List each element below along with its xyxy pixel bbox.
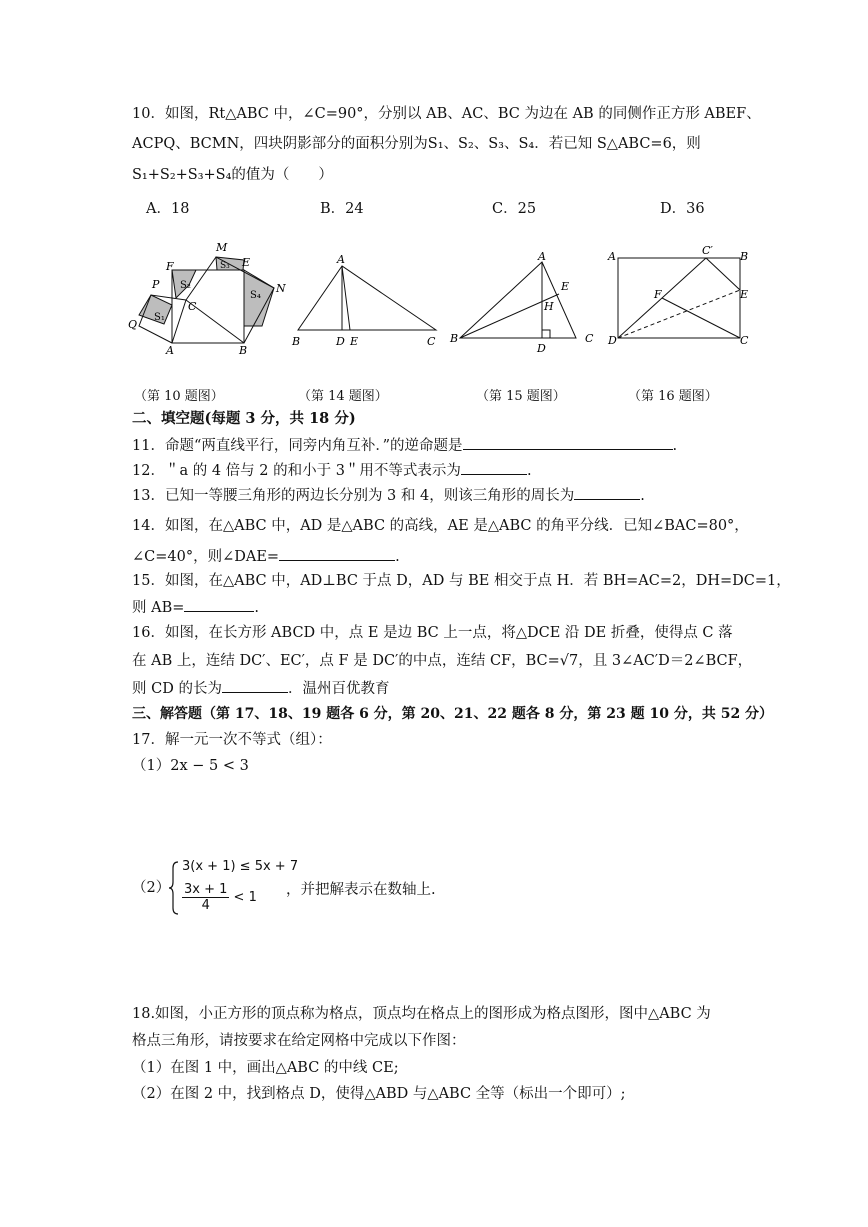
q10-option-c: C．25 [492, 201, 537, 217]
q17-part2-label: （2） [132, 880, 171, 896]
q16-line1: 16．如图，在长方形 ABCD 中，点 E 是边 BC 上一点，将△DCE 沿 DE 折叠，使得点 C 落 [132, 625, 733, 641]
fig16-label: C [740, 334, 749, 347]
figure-14 [290, 250, 440, 350]
fraction-numerator: 3x + 1 [184, 882, 228, 897]
fig16-label: D [608, 334, 617, 347]
q13-blank [574, 485, 640, 500]
figure-15 [448, 248, 603, 356]
fig10-label: F [166, 260, 174, 273]
fig15-label: A [538, 250, 546, 263]
q13: 13．已知一等腰三角形的两边长分别为 3 和 4，则该三角形的周长为 . [132, 485, 645, 506]
caption-fig15: （第 15 题图） [476, 389, 566, 404]
system-eq1: 3(x + 1) ≤ 5x + 7 [182, 859, 299, 874]
q18-line4: （2）在图 2 中，找到格点 D，使得△ABD 与△ABC 全等（标出一个即可）; [132, 1086, 626, 1102]
q15-text: 则 AB= [132, 600, 185, 616]
system-eq2 [182, 882, 257, 913]
q11-blank [463, 435, 673, 450]
fig16-label: E [740, 288, 749, 301]
fig14-label: A [337, 253, 345, 266]
q10-line3: S₁+S₂+S₃+S₄的值为（ ） [132, 167, 333, 183]
fig15-label: C [585, 332, 594, 345]
q14-line1: 14．如图，在△ABC 中，AD 是△ABC 的高线，AE 是△ABC 的角平分线．已知∠BAC=80°， [132, 518, 749, 534]
caption-fig14: （第 14 题图） [298, 389, 388, 404]
section2-title: 二、填空题(每题 3 分，共 18 分) [132, 410, 356, 427]
fig10-label: A [166, 344, 174, 357]
q17-title: 17．解一元一次不等式（组）： [132, 732, 332, 748]
fig15-label: D [537, 342, 546, 355]
fig14-label: B [292, 335, 301, 348]
q14-text: ∠C=40°，则∠DAE= [132, 549, 280, 565]
q10-option-b: B．24 [320, 201, 364, 217]
q11-text: 11．命题“两直线平行，同旁内角互补．”的逆命题是 [132, 438, 463, 454]
q16-line3 [132, 678, 389, 699]
fig16-label: C′ [702, 244, 713, 257]
fig16-label: B [740, 250, 749, 263]
fig10-label: E [242, 256, 251, 269]
fig10-label: Q [128, 318, 138, 331]
fig16-label: A [608, 250, 616, 263]
q16-tail: ．温州百优教育 [287, 681, 390, 697]
q10-option-a: A．18 [146, 201, 190, 217]
fig10-label: S₁ [154, 312, 165, 323]
q18-line1: 18.如图，小正方形的顶点称为格点，顶点均在格点上的图形成为格点图形，图中△ABC 为 [132, 1006, 711, 1022]
caption-fig16: （第 16 题图） [628, 389, 718, 404]
fraction [182, 882, 229, 913]
fig14-label: C [427, 335, 436, 348]
q11: 11．命题“两直线平行，同旁内角互补．”的逆命题是 . [132, 435, 677, 456]
fig15-label: E [561, 280, 570, 293]
fig14-label: D [336, 335, 345, 348]
q16-blank [222, 678, 288, 693]
q12-text: 12．＂a 的 4 倍与 2 的和小于 3＂用不等式表示为 [132, 463, 461, 479]
fig10-label: M [216, 241, 228, 254]
q16-line2: 在 AB 上，连结 DC′、EC′，点 F 是 DC′的中点，连结 CF，BC=√7，且 3∠AC′D＝2∠BCF， [132, 653, 753, 669]
q15-blank [184, 597, 254, 612]
q13-text: 13．已知一等腰三角形的两边长分别为 3 和 4，则该三角形的周长为 [132, 488, 575, 504]
figure-16 [604, 244, 754, 352]
fig10-label: N [276, 282, 286, 295]
q17-part2-tail: ，并把解表示在数轴上. [286, 882, 436, 898]
q12-blank [461, 460, 527, 475]
q14-blank [279, 546, 395, 561]
fig10-label: C [188, 300, 197, 313]
fig14-label: E [350, 335, 359, 348]
q10-option-d: D．36 [660, 201, 705, 217]
figure-10 [124, 240, 289, 360]
caption-fig10: （第 10 题图） [134, 389, 224, 404]
fig10-label: S₄ [250, 290, 261, 301]
system-brace [168, 860, 180, 916]
fig10-label: P [152, 278, 160, 291]
q14-line2: ∠C=40°，则∠DAE= . [132, 546, 400, 567]
fraction-denominator: 4 [201, 898, 210, 913]
fig15-label: B [450, 332, 459, 345]
fig10-label: B [239, 344, 248, 357]
q15-line1: 15．如图，在△ABC 中，AD⊥BC 于点 D，AD 与 BE 相交于点 H．若 BH=AC=2，DH=DC=1， [132, 573, 791, 589]
fig10-label: S₃ [220, 261, 230, 271]
q16-text: 则 CD 的长为 [132, 681, 222, 697]
fraction-relation: < 1 [233, 890, 257, 905]
q10-line1: 10．如图，Rt△ABC 中，∠C=90°，分别以 AB、AC、BC 为边在 AB 的同侧作正方形 ABEF、 [132, 106, 761, 122]
q12: 12．＂a 的 4 倍与 2 的和小于 3＂用不等式表示为 . [132, 460, 532, 481]
fig10-label: S₂ [180, 280, 191, 291]
fig15-label: H [544, 300, 554, 313]
q15-line2: 则 AB= . [132, 597, 259, 618]
fig16-label: F [654, 288, 662, 301]
section3-title: 三、解答题（第 17、18、19 题各 6 分，第 20、21、22 题各 8 分，第 23 题 10 分，共 52 分） [132, 706, 774, 722]
q17-part1: （1）2x − 5 < 3 [132, 758, 249, 774]
q18-line2: 格点三角形，请按要求在给定网格中完成以下作图： [132, 1033, 466, 1049]
q18-line3: （1）在图 1 中，画出△ABC 的中线 CE; [132, 1060, 399, 1076]
q10-line2: ACPQ、BCMN，四块阴影部分的面积分别为S₁、S₂、S₃、S₄．若已知 S△ABC=6，则 [132, 136, 701, 152]
